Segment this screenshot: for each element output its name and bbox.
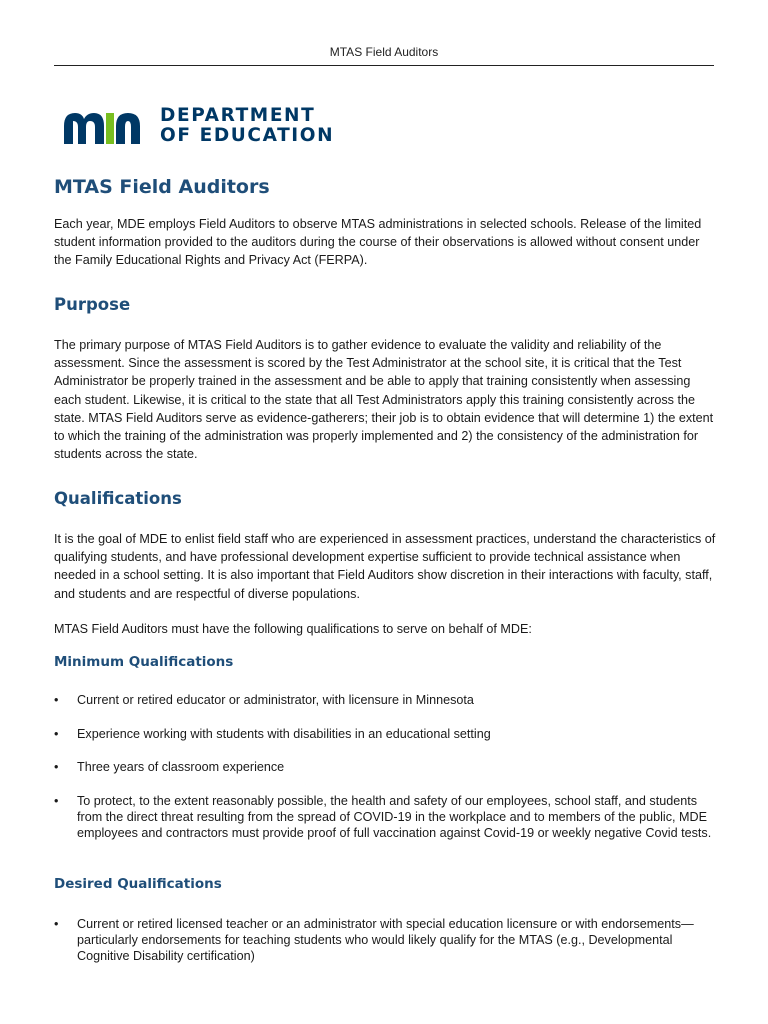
purpose-heading: Purpose	[54, 295, 131, 314]
bullet-icon: •	[54, 727, 59, 741]
running-header: MTAS Field Auditors	[329, 45, 439, 59]
bullet-icon: •	[54, 693, 59, 707]
bullet-icon: •	[54, 760, 59, 774]
page-title: MTAS Field Auditors	[54, 176, 270, 198]
mn-logo-icon	[62, 104, 154, 150]
intro-paragraph: Each year, MDE employs Field Auditors to observe MTAS administrations in selected schools. Release of the limited student information provided to the auditors during the course of their observations is allowed without consent under the Family Educational Rights and Privacy Act (FERPA).	[54, 217, 702, 268]
logo-line-1: DEPARTMENT	[160, 105, 316, 126]
desired-qualifications-heading: Desired Qualifications	[54, 876, 222, 892]
mde-logo	[62, 104, 352, 150]
minimum-qualifications-heading: Minimum Qualifications	[54, 654, 234, 670]
qualifications-intro-line: MTAS Field Auditors must have the following qualifications to serve on behalf of MDE:	[54, 622, 532, 636]
bullet-icon: •	[54, 794, 59, 808]
logo-line-2: OF EDUCATION	[160, 125, 335, 146]
qualifications-paragraph: It is the goal of MDE to enlist field staff who are experienced in assessment practices, understand the characteristics of qualifying students, and have professional development expertise sufficient to provide technical assistance when needed in a school setting. It is also important that Field Auditors show discretion in their interactions with faculty, staff, and students and are respectful of diverse populations.	[54, 532, 716, 601]
logo-wordmark	[160, 106, 334, 146]
qualifications-heading: Qualifications	[54, 489, 182, 508]
purpose-paragraph: The primary purpose of MTAS Field Auditors is to gather evidence to evaluate the validity and reliability of the assessment. Since the assessment is scored by the Test Administrator at the school site, it is critical that the Test Administrator be properly trained in the assessment and be able to apply that training consistently when assessing each student. Likewise, it is critical to the state that all Test Administrators apply this training consistently across the state. MTAS Field Auditors serve as evidence-gatherers; their job is to obtain evidence that will determine 1) the extent to which the training of the administration was properly implemented and 2) the consistency of the administration for students across the state.	[54, 338, 714, 462]
bullet-icon: •	[54, 917, 59, 931]
header-divider	[54, 65, 714, 66]
